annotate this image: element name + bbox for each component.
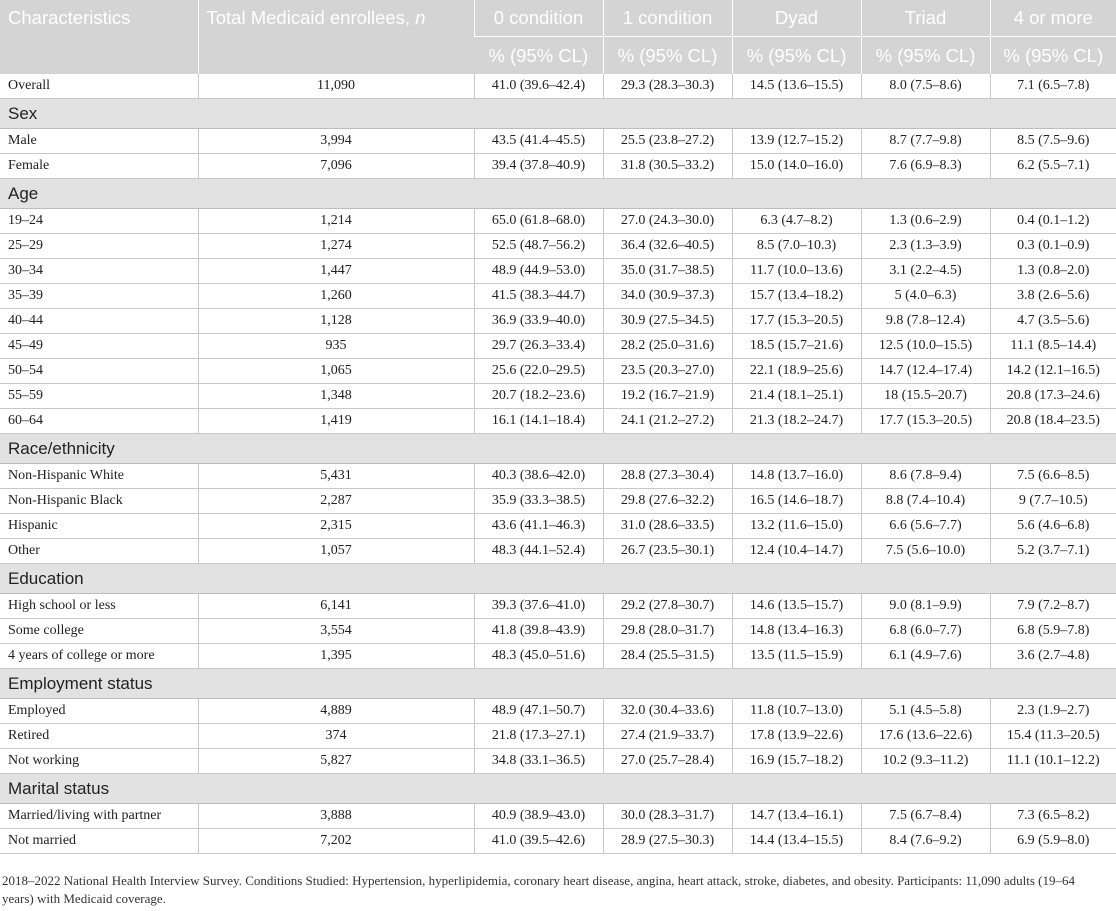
row-percent-ci: 30.9 (27.5–34.5) — [603, 309, 732, 334]
row-percent-ci: 28.9 (27.5–30.3) — [603, 829, 732, 854]
row-enrollee-count: 3,554 — [198, 619, 474, 644]
row-label: Retired — [0, 724, 198, 749]
row-label: 19–24 — [0, 209, 198, 234]
row-label: Hispanic — [0, 514, 198, 539]
header-group-0: 0 condition — [474, 0, 603, 37]
row-percent-ci: 48.9 (47.1–50.7) — [474, 699, 603, 724]
section-label: Education — [0, 564, 1116, 594]
row-enrollee-count: 1,447 — [198, 259, 474, 284]
row-enrollee-count: 1,395 — [198, 644, 474, 669]
row-label: Employed — [0, 699, 198, 724]
row-percent-ci: 21.8 (17.3–27.1) — [474, 724, 603, 749]
row-enrollee-count: 7,096 — [198, 154, 474, 179]
row-percent-ci: 14.6 (13.5–15.7) — [732, 594, 861, 619]
row-percent-ci: 5 (4.0–6.3) — [861, 284, 990, 309]
row-enrollee-count: 2,287 — [198, 489, 474, 514]
row-percent-ci: 22.1 (18.9–25.6) — [732, 359, 861, 384]
row-enrollee-count: 1,274 — [198, 234, 474, 259]
row-percent-ci: 7.1 (6.5–7.8) — [990, 74, 1116, 99]
row-percent-ci: 28.4 (25.5–31.5) — [603, 644, 732, 669]
table-row — [0, 334, 1116, 359]
section-header-row — [0, 179, 1116, 209]
row-percent-ci: 13.9 (12.7–15.2) — [732, 129, 861, 154]
row-percent-ci: 29.8 (28.0–31.7) — [603, 619, 732, 644]
row-percent-ci: 52.5 (48.7–56.2) — [474, 234, 603, 259]
row-percent-ci: 12.5 (10.0–15.5) — [861, 334, 990, 359]
row-percent-ci: 16.5 (14.6–18.7) — [732, 489, 861, 514]
row-label: 60–64 — [0, 409, 198, 434]
row-percent-ci: 25.5 (23.8–27.2) — [603, 129, 732, 154]
row-percent-ci: 7.5 (6.7–8.4) — [861, 804, 990, 829]
table-row — [0, 724, 1116, 749]
table-row — [0, 384, 1116, 409]
table-row — [0, 699, 1116, 724]
row-percent-ci: 29.2 (27.8–30.7) — [603, 594, 732, 619]
row-enrollee-count: 5,827 — [198, 749, 474, 774]
section-label: Marital status — [0, 774, 1116, 804]
header-ci-1: % (95% CL) — [603, 37, 732, 75]
row-enrollee-count: 11,090 — [198, 74, 474, 99]
row-percent-ci: 29.8 (27.6–32.2) — [603, 489, 732, 514]
row-percent-ci: 8.4 (7.6–9.2) — [861, 829, 990, 854]
row-label: High school or less — [0, 594, 198, 619]
section-label: Age — [0, 179, 1116, 209]
row-percent-ci: 27.4 (21.9–33.7) — [603, 724, 732, 749]
row-percent-ci: 14.4 (13.4–15.5) — [732, 829, 861, 854]
row-percent-ci: 48.9 (44.9–53.0) — [474, 259, 603, 284]
row-percent-ci: 15.7 (13.4–18.2) — [732, 284, 861, 309]
row-percent-ci: 48.3 (44.1–52.4) — [474, 539, 603, 564]
row-percent-ci: 20.8 (17.3–24.6) — [990, 384, 1116, 409]
row-enrollee-count: 1,057 — [198, 539, 474, 564]
table-row — [0, 804, 1116, 829]
row-percent-ci: 40.3 (38.6–42.0) — [474, 464, 603, 489]
row-percent-ci: 15.0 (14.0–16.0) — [732, 154, 861, 179]
table-row — [0, 644, 1116, 669]
row-percent-ci: 36.4 (32.6–40.5) — [603, 234, 732, 259]
table-row — [0, 464, 1116, 489]
row-percent-ci: 6.6 (5.6–7.7) — [861, 514, 990, 539]
row-percent-ci: 1.3 (0.8–2.0) — [990, 259, 1116, 284]
row-percent-ci: 8.5 (7.5–9.6) — [990, 129, 1116, 154]
row-percent-ci: 13.2 (11.6–15.0) — [732, 514, 861, 539]
row-label: Non-Hispanic Black — [0, 489, 198, 514]
section-label: Sex — [0, 99, 1116, 129]
row-enrollee-count: 1,128 — [198, 309, 474, 334]
table-footnote: 2018–2022 National Health Interview Survey. Conditions Studied: Hypertension, hyperlipidemia, coronary heart disease, angina, heart attack, stroke, diabetes, and obesity. Participants: 11,090 adults (19–64 years) with Medicaid coverage. — [2, 873, 1075, 906]
table-row — [0, 309, 1116, 334]
row-percent-ci: 10.2 (9.3–11.2) — [861, 749, 990, 774]
row-percent-ci: 8.7 (7.7–9.8) — [861, 129, 990, 154]
row-enrollee-count: 3,994 — [198, 129, 474, 154]
row-percent-ci: 6.2 (5.5–7.1) — [990, 154, 1116, 179]
row-percent-ci: 11.8 (10.7–13.0) — [732, 699, 861, 724]
row-label: Not working — [0, 749, 198, 774]
row-percent-ci: 20.7 (18.2–23.6) — [474, 384, 603, 409]
row-percent-ci: 34.0 (30.9–37.3) — [603, 284, 732, 309]
section-header-row — [0, 99, 1116, 129]
row-percent-ci: 8.6 (7.8–9.4) — [861, 464, 990, 489]
row-label: 25–29 — [0, 234, 198, 259]
row-percent-ci: 13.5 (11.5–15.9) — [732, 644, 861, 669]
row-percent-ci: 35.9 (33.3–38.5) — [474, 489, 603, 514]
row-percent-ci: 0.3 (0.1–0.9) — [990, 234, 1116, 259]
table-row — [0, 209, 1116, 234]
table-body — [0, 74, 1116, 854]
row-percent-ci: 9 (7.7–10.5) — [990, 489, 1116, 514]
row-enrollee-count: 1,260 — [198, 284, 474, 309]
row-percent-ci: 8.8 (7.4–10.4) — [861, 489, 990, 514]
row-percent-ci: 7.6 (6.9–8.3) — [861, 154, 990, 179]
row-percent-ci: 43.6 (41.1–46.3) — [474, 514, 603, 539]
row-percent-ci: 9.0 (8.1–9.9) — [861, 594, 990, 619]
header-group-3: Triad — [861, 0, 990, 37]
row-percent-ci: 24.1 (21.2–27.2) — [603, 409, 732, 434]
row-percent-ci: 32.0 (30.4–33.6) — [603, 699, 732, 724]
row-label: 4 years of college or more — [0, 644, 198, 669]
row-percent-ci: 5.2 (3.7–7.1) — [990, 539, 1116, 564]
table-header — [0, 0, 1116, 74]
table-row — [0, 154, 1116, 179]
row-percent-ci: 6.9 (5.9–8.0) — [990, 829, 1116, 854]
header-total-label: Total Medicaid enrollees, — [206, 7, 416, 28]
row-percent-ci: 17.7 (15.3–20.5) — [861, 409, 990, 434]
row-percent-ci: 14.7 (12.4–17.4) — [861, 359, 990, 384]
row-percent-ci: 6.1 (4.9–7.6) — [861, 644, 990, 669]
header-ci-4: % (95% CL) — [990, 37, 1116, 75]
table-row — [0, 409, 1116, 434]
row-percent-ci: 14.7 (13.4–16.1) — [732, 804, 861, 829]
row-label: 55–59 — [0, 384, 198, 409]
row-percent-ci: 16.9 (15.7–18.2) — [732, 749, 861, 774]
row-percent-ci: 3.6 (2.7–4.8) — [990, 644, 1116, 669]
row-percent-ci: 11.1 (10.1–12.2) — [990, 749, 1116, 774]
table-row — [0, 129, 1116, 154]
row-percent-ci: 17.6 (13.6–22.6) — [861, 724, 990, 749]
row-percent-ci: 41.0 (39.6–42.4) — [474, 74, 603, 99]
table-row — [0, 749, 1116, 774]
row-enrollee-count: 3,888 — [198, 804, 474, 829]
row-percent-ci: 6.8 (6.0–7.7) — [861, 619, 990, 644]
row-percent-ci: 27.0 (25.7–28.4) — [603, 749, 732, 774]
row-enrollee-count: 935 — [198, 334, 474, 359]
row-label: 50–54 — [0, 359, 198, 384]
row-enrollee-count: 6,141 — [198, 594, 474, 619]
row-percent-ci: 29.3 (28.3–30.3) — [603, 74, 732, 99]
table-row — [0, 284, 1116, 309]
section-header-row — [0, 774, 1116, 804]
row-enrollee-count: 1,348 — [198, 384, 474, 409]
row-percent-ci: 41.8 (39.8–43.9) — [474, 619, 603, 644]
row-label: Female — [0, 154, 198, 179]
row-percent-ci: 18 (15.5–20.7) — [861, 384, 990, 409]
header-ci-0: % (95% CL) — [474, 37, 603, 75]
row-enrollee-count: 2,315 — [198, 514, 474, 539]
row-label: Other — [0, 539, 198, 564]
row-percent-ci: 5.6 (4.6–6.8) — [990, 514, 1116, 539]
row-percent-ci: 25.6 (22.0–29.5) — [474, 359, 603, 384]
row-percent-ci: 5.1 (4.5–5.8) — [861, 699, 990, 724]
row-percent-ci: 8.0 (7.5–8.6) — [861, 74, 990, 99]
table-row — [0, 259, 1116, 284]
row-label: 35–39 — [0, 284, 198, 309]
header-group-1: 1 condition — [603, 0, 732, 37]
table-row — [0, 74, 1116, 99]
row-enrollee-count: 5,431 — [198, 464, 474, 489]
row-percent-ci: 14.5 (13.6–15.5) — [732, 74, 861, 99]
row-label: 30–34 — [0, 259, 198, 284]
row-percent-ci: 26.7 (23.5–30.1) — [603, 539, 732, 564]
row-percent-ci: 3.8 (2.6–5.6) — [990, 284, 1116, 309]
row-percent-ci: 11.1 (8.5–14.4) — [990, 334, 1116, 359]
row-label: 45–49 — [0, 334, 198, 359]
row-enrollee-count: 7,202 — [198, 829, 474, 854]
row-percent-ci: 28.8 (27.3–30.4) — [603, 464, 732, 489]
row-percent-ci: 48.3 (45.0–51.6) — [474, 644, 603, 669]
row-percent-ci: 2.3 (1.3–3.9) — [861, 234, 990, 259]
row-percent-ci: 6.3 (4.7–8.2) — [732, 209, 861, 234]
row-percent-ci: 65.0 (61.8–68.0) — [474, 209, 603, 234]
row-percent-ci: 2.3 (1.9–2.7) — [990, 699, 1116, 724]
header-total-n: n — [415, 7, 426, 28]
row-enrollee-count: 1,419 — [198, 409, 474, 434]
row-percent-ci: 29.7 (26.3–33.4) — [474, 334, 603, 359]
row-percent-ci: 17.7 (15.3–20.5) — [732, 309, 861, 334]
row-percent-ci: 43.5 (41.4–45.5) — [474, 129, 603, 154]
row-percent-ci: 21.4 (18.1–25.1) — [732, 384, 861, 409]
row-percent-ci: 39.4 (37.8–40.9) — [474, 154, 603, 179]
row-enrollee-count: 4,889 — [198, 699, 474, 724]
table-row — [0, 539, 1116, 564]
table-row — [0, 234, 1116, 259]
row-label: Overall — [0, 74, 198, 99]
row-label: Not married — [0, 829, 198, 854]
table-row — [0, 359, 1116, 384]
row-percent-ci: 9.8 (7.8–12.4) — [861, 309, 990, 334]
row-percent-ci: 4.7 (3.5–5.6) — [990, 309, 1116, 334]
row-percent-ci: 36.9 (33.9–40.0) — [474, 309, 603, 334]
header-ci-2: % (95% CL) — [732, 37, 861, 75]
section-label: Race/ethnicity — [0, 434, 1116, 464]
row-percent-ci: 14.8 (13.4–16.3) — [732, 619, 861, 644]
header-total-enrollees — [198, 0, 474, 74]
row-percent-ci: 3.1 (2.2–4.5) — [861, 259, 990, 284]
row-percent-ci: 16.1 (14.1–18.4) — [474, 409, 603, 434]
row-percent-ci: 14.2 (12.1–16.5) — [990, 359, 1116, 384]
row-percent-ci: 31.8 (30.5–33.2) — [603, 154, 732, 179]
row-percent-ci: 1.3 (0.6–2.9) — [861, 209, 990, 234]
row-percent-ci: 18.5 (15.7–21.6) — [732, 334, 861, 359]
row-percent-ci: 34.8 (33.1–36.5) — [474, 749, 603, 774]
row-percent-ci: 17.8 (13.9–22.6) — [732, 724, 861, 749]
row-label: Married/living with partner — [0, 804, 198, 829]
table-row — [0, 829, 1116, 854]
header-group-4: 4 or more — [990, 0, 1116, 37]
row-percent-ci: 40.9 (38.9–43.0) — [474, 804, 603, 829]
table-row — [0, 489, 1116, 514]
row-percent-ci: 19.2 (16.7–21.9) — [603, 384, 732, 409]
row-label: 40–44 — [0, 309, 198, 334]
row-percent-ci: 35.0 (31.7–38.5) — [603, 259, 732, 284]
row-percent-ci: 41.0 (39.5–42.6) — [474, 829, 603, 854]
row-percent-ci: 7.5 (5.6–10.0) — [861, 539, 990, 564]
table-row — [0, 594, 1116, 619]
table-row — [0, 514, 1116, 539]
table-row — [0, 619, 1116, 644]
row-percent-ci: 7.9 (7.2–8.7) — [990, 594, 1116, 619]
section-header-row — [0, 669, 1116, 699]
row-percent-ci: 21.3 (18.2–24.7) — [732, 409, 861, 434]
section-header-row — [0, 564, 1116, 594]
row-percent-ci: 41.5 (38.3–44.7) — [474, 284, 603, 309]
row-percent-ci: 20.8 (18.4–23.5) — [990, 409, 1116, 434]
row-percent-ci: 8.5 (7.0–10.3) — [732, 234, 861, 259]
row-percent-ci: 15.4 (11.3–20.5) — [990, 724, 1116, 749]
row-percent-ci: 30.0 (28.3–31.7) — [603, 804, 732, 829]
row-label: Male — [0, 129, 198, 154]
row-enrollee-count: 374 — [198, 724, 474, 749]
row-label: Non-Hispanic White — [0, 464, 198, 489]
row-percent-ci: 14.8 (13.7–16.0) — [732, 464, 861, 489]
section-header-row — [0, 434, 1116, 464]
row-label: Some college — [0, 619, 198, 644]
row-percent-ci: 28.2 (25.0–31.6) — [603, 334, 732, 359]
header-group-2: Dyad — [732, 0, 861, 37]
row-enrollee-count: 1,065 — [198, 359, 474, 384]
row-percent-ci: 23.5 (20.3–27.0) — [603, 359, 732, 384]
row-percent-ci: 27.0 (24.3–30.0) — [603, 209, 732, 234]
row-enrollee-count: 1,214 — [198, 209, 474, 234]
row-percent-ci: 0.4 (0.1–1.2) — [990, 209, 1116, 234]
row-percent-ci: 39.3 (37.6–41.0) — [474, 594, 603, 619]
row-percent-ci: 7.3 (6.5–8.2) — [990, 804, 1116, 829]
row-percent-ci: 12.4 (10.4–14.7) — [732, 539, 861, 564]
header-ci-3: % (95% CL) — [861, 37, 990, 75]
header-characteristics: Characteristics — [0, 0, 198, 74]
row-percent-ci: 11.7 (10.0–13.6) — [732, 259, 861, 284]
row-percent-ci: 7.5 (6.6–8.5) — [990, 464, 1116, 489]
row-percent-ci: 31.0 (28.6–33.5) — [603, 514, 732, 539]
section-label: Employment status — [0, 669, 1116, 699]
row-percent-ci: 6.8 (5.9–7.8) — [990, 619, 1116, 644]
